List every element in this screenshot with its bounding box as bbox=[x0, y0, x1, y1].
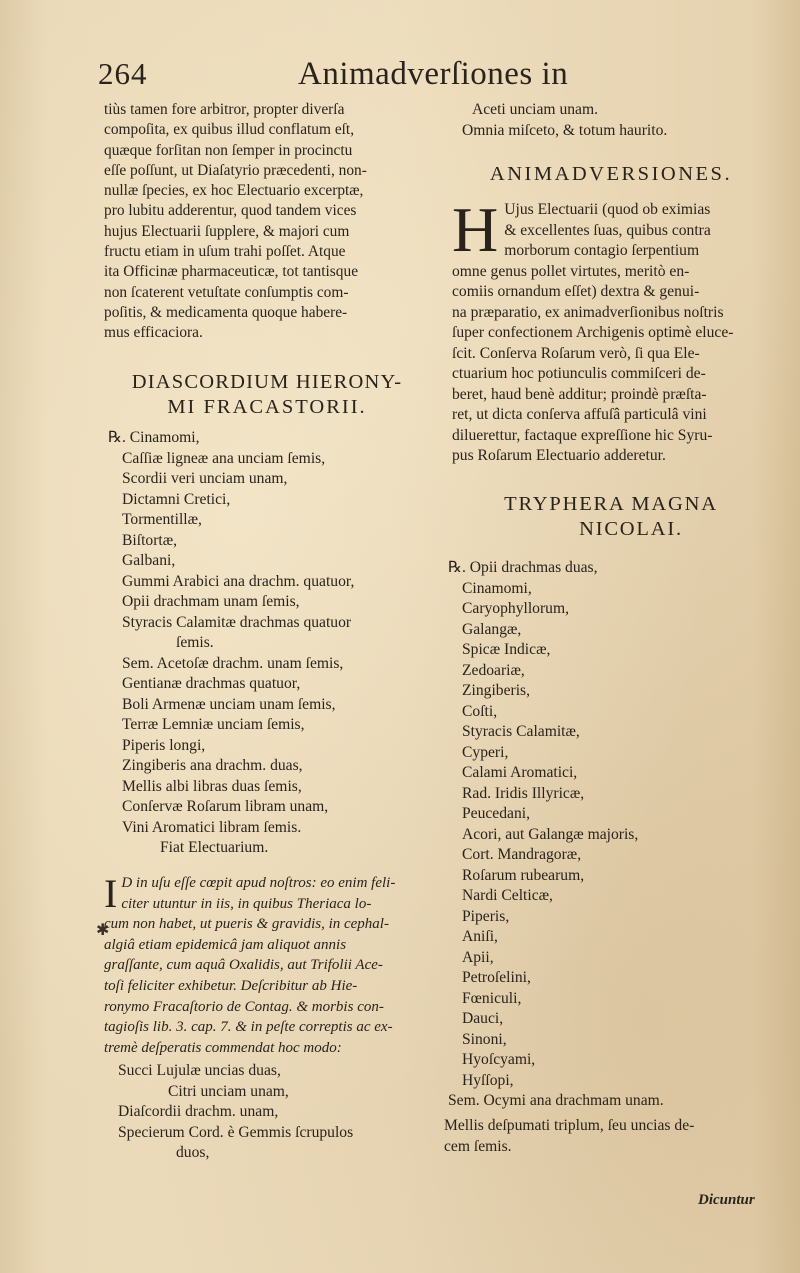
ingredient-line: Terræ Lemniæ unciam ſemis, bbox=[122, 716, 305, 733]
ingredient-line: Caſſiæ ligneæ ana unciam ſemis, bbox=[122, 449, 326, 467]
text-line: ſuper confectionem Archigenis optimè eluce- bbox=[452, 324, 734, 341]
heading-line: NICOLAI. bbox=[579, 518, 683, 540]
text-line: Ujus Electuarii (quod ob eximias bbox=[504, 201, 711, 218]
page-number: 264 bbox=[98, 56, 148, 91]
text-line: ita Officinæ pharmaceuticæ, tot tantisque bbox=[104, 263, 359, 281]
ingredient-line: Calami Aromatici, bbox=[462, 764, 578, 781]
ingredient-line: Opii drachmam unam ſemis, bbox=[122, 593, 300, 610]
text-line: mus efficaciora. bbox=[104, 324, 203, 342]
ingredient-line: Cyperi, bbox=[462, 743, 509, 761]
text-line: diluerettur, factaque expreſſione hic Syru- bbox=[452, 426, 713, 444]
ingredient-line: Citri unciam unam, bbox=[168, 1082, 289, 1100]
text-line: na præparatio, ex animadverſionibus noſtris bbox=[452, 303, 724, 321]
text-line: graſſante, cum aquâ Oxalidis, aut Trifolii Ace- bbox=[104, 957, 383, 974]
ingredient-line: ſemis. bbox=[176, 634, 214, 651]
ingredient-line: Gummi Arabici ana drachm. quatuor, bbox=[122, 572, 355, 590]
ingredient-line: Piperis, bbox=[462, 907, 510, 925]
heading-line: TRYPHERA MAGNA bbox=[504, 493, 718, 515]
ingredient-line: Conſervæ Roſarum libram unam, bbox=[122, 798, 329, 815]
text-line: algiâ etiam epidemicâ jam aliquot annis bbox=[104, 936, 347, 953]
text-line: poſitis, & medicamenta quoque habere- bbox=[104, 303, 348, 321]
ingredient-line: Petroſelini, bbox=[462, 969, 531, 986]
ingredient-line: ℞. Opii drachmas duas, bbox=[448, 559, 598, 576]
ingredient-line: Piperis longi, bbox=[122, 736, 206, 754]
right-top-lines bbox=[452, 100, 770, 141]
ingredient-line: Hyoſcyami, bbox=[462, 1051, 536, 1068]
ingredient-line: Dictamni Cretici, bbox=[122, 490, 231, 508]
text-line: Aceti unciam unam. bbox=[472, 101, 599, 118]
ingredient-line: Hyſſopi, bbox=[462, 1071, 514, 1089]
ingredient-line: Zedoariæ, bbox=[462, 661, 525, 679]
text-line: & excellentes ſuas, quibus contra bbox=[504, 221, 711, 239]
left-intro-paragraph bbox=[104, 100, 430, 344]
text-line: toſi feliciter exhibetur. Deſcribitur ab Hie- bbox=[104, 977, 358, 994]
ingredient-line: Sinoni, bbox=[462, 1030, 507, 1048]
ingredient-line: Acori, aut Galangæ majoris, bbox=[462, 825, 639, 843]
text-line: ret, ut dicta conſerva affuſâ particulâ vini bbox=[452, 406, 707, 423]
ingredient-line: Scordii veri unciam unam, bbox=[122, 470, 288, 487]
text-line: nullæ ſpecies, ex hoc Electuario excerptæ, bbox=[104, 182, 364, 200]
ingredient-line: duos, bbox=[176, 1144, 210, 1162]
text-line: cem ſemis. bbox=[444, 1137, 512, 1155]
ingredient-line: Fiat Electuarium. bbox=[160, 839, 269, 856]
catchword: Dicuntur bbox=[698, 1192, 755, 1208]
text-line: comiis ornandum eſſet) dextra & genui- bbox=[452, 283, 700, 300]
ingredient-line: Galangæ, bbox=[462, 620, 522, 638]
text-line: beret, haud benè additur; proindè præſta- bbox=[452, 385, 707, 403]
ingredient-line: Fœniculi, bbox=[462, 989, 522, 1007]
ingredient-line: Specierum Cord. è Gemmis ſcrupulos bbox=[118, 1123, 354, 1141]
ingredient-line: Nardi Celticæ, bbox=[462, 887, 553, 904]
text-line: omne genus pollet virtutes, meritò en- bbox=[452, 262, 690, 280]
ingredient-line: Sem. Acetoſæ drachm. unam ſemis, bbox=[122, 654, 344, 672]
heading-line: DIASCORDIUM HIERONY- bbox=[131, 371, 403, 393]
text-line: pro lubitu adderentur, quod tandem vices bbox=[104, 202, 357, 220]
ingredient-line: Diaſcordii drachm. unam, bbox=[118, 1103, 279, 1121]
text-line: cum non habet, ut pueris & gravidis, in cephal- bbox=[104, 916, 389, 933]
text-line: non ſcaterent vetuſtate conſumptis com- bbox=[104, 283, 349, 301]
ingredient-line: Dauci, bbox=[462, 1010, 504, 1027]
ingredient-line: Rad. Iridis Illyricæ, bbox=[462, 784, 585, 802]
text-line: ronymo Fracaſtorio de Contag. & morbis con- bbox=[104, 998, 384, 1015]
ingredient-line: Coſti, bbox=[462, 702, 498, 720]
ingredient-line: Vini Aromatici libram ſemis. bbox=[122, 818, 302, 836]
left-commentary-paragraph bbox=[104, 873, 430, 1058]
ingredient-line: Gentianæ drachmas quatuor, bbox=[122, 675, 301, 692]
heading-animadversiones: ANIMADVERSIONES. bbox=[489, 163, 733, 185]
text-line: tagioſis lib. 3. cap. 7. & in peſte correptis ac ex- bbox=[104, 1019, 393, 1036]
text-line: tiùs tamen fore arbitror, propter diverſa bbox=[104, 101, 345, 118]
text-line: quæque forſitan non ſemper in procinctu bbox=[104, 141, 353, 159]
ingredient-line: Peucedani, bbox=[462, 805, 530, 822]
text-line: compoſita, ex quibus illud conflatum eſt, bbox=[104, 121, 355, 139]
text-line: fructu etiam in uſum trahi poſſet. Atque bbox=[104, 243, 346, 261]
tryphera-recipe bbox=[448, 558, 664, 1112]
right-commentary-paragraph bbox=[452, 194, 770, 467]
diascordium-recipe bbox=[108, 428, 354, 859]
text-line: citer utuntur in iis, in quibus Theriaca lo- bbox=[121, 895, 372, 912]
text-line: ſcit. Conſerva Roſarum verò, ſi qua Ele- bbox=[452, 344, 700, 362]
ingredient-line: Mellis albi libras duas ſemis, bbox=[122, 777, 302, 795]
heading-tryphera bbox=[452, 492, 770, 542]
drop-cap: H bbox=[452, 194, 499, 265]
ingredient-line: Styracis Calamitæ, bbox=[462, 723, 580, 740]
text-line: Mellis deſpumati triplum, ſeu uncias de- bbox=[444, 1117, 695, 1134]
ingredient-line: Spicæ Indicæ, bbox=[462, 641, 551, 658]
text-line: ctuarium hoc potiunculis commiſceri de- bbox=[452, 365, 706, 382]
ingredient-line: Biſtortæ, bbox=[122, 531, 178, 549]
ingredient-line: Roſarum rubearum, bbox=[462, 866, 585, 884]
ingredient-line: Boli Armenæ unciam unam ſemis, bbox=[122, 695, 336, 713]
margin-mark: ✱ bbox=[96, 922, 110, 939]
text-line: pus Roſarum Electuario adderetur. bbox=[452, 447, 666, 464]
ingredient-line: Apii, bbox=[462, 948, 494, 966]
final-lines bbox=[444, 1116, 766, 1157]
ingredient-line: Caryophyllorum, bbox=[462, 600, 569, 617]
ingredient-line: ℞. Cinamomi, bbox=[108, 429, 200, 446]
drop-cap: I bbox=[104, 871, 118, 916]
text-line: eſſe poſſunt, ut Diaſatyrio præcedenti, non- bbox=[104, 161, 367, 179]
ingredient-line: Cinamomi, bbox=[462, 579, 532, 597]
text-line: morborum contagio ſerpentium bbox=[504, 242, 700, 259]
ingredient-line: Succi Lujulæ uncias duas, bbox=[118, 1062, 281, 1079]
text-line: tremè deſperatis commendat hoc modo: bbox=[104, 1039, 342, 1056]
ingredient-line: Tormentillæ, bbox=[122, 511, 202, 528]
ingredient-line: Cort. Mandragoræ, bbox=[462, 846, 582, 863]
text-line: D in uſu eſſe cœpit apud noſtros: eo enim feli- bbox=[121, 875, 396, 891]
text-line: Omnia miſceto, & totum haurito. bbox=[462, 121, 668, 139]
ingredient-line: Zingiberis ana drachm. duas, bbox=[122, 757, 303, 774]
heading-line: MI FRACASTORII. bbox=[167, 396, 367, 418]
ingredient-line: Zingiberis, bbox=[462, 682, 530, 699]
heading-diascordium bbox=[104, 370, 430, 420]
ingredient-line: Styracis Calamitæ drachmas quatuor bbox=[122, 613, 352, 631]
text-line: hujus Electuarii ſupplere, & majori cum bbox=[104, 222, 350, 240]
ingredient-line: Galbani, bbox=[122, 552, 176, 569]
running-title: Animadverſiones in bbox=[298, 56, 569, 92]
ingredient-line: Sem. Ocymi ana drachmam unam. bbox=[448, 1092, 664, 1109]
ingredient-line: Aniſi, bbox=[462, 928, 498, 945]
succi-recipe bbox=[118, 1061, 353, 1164]
